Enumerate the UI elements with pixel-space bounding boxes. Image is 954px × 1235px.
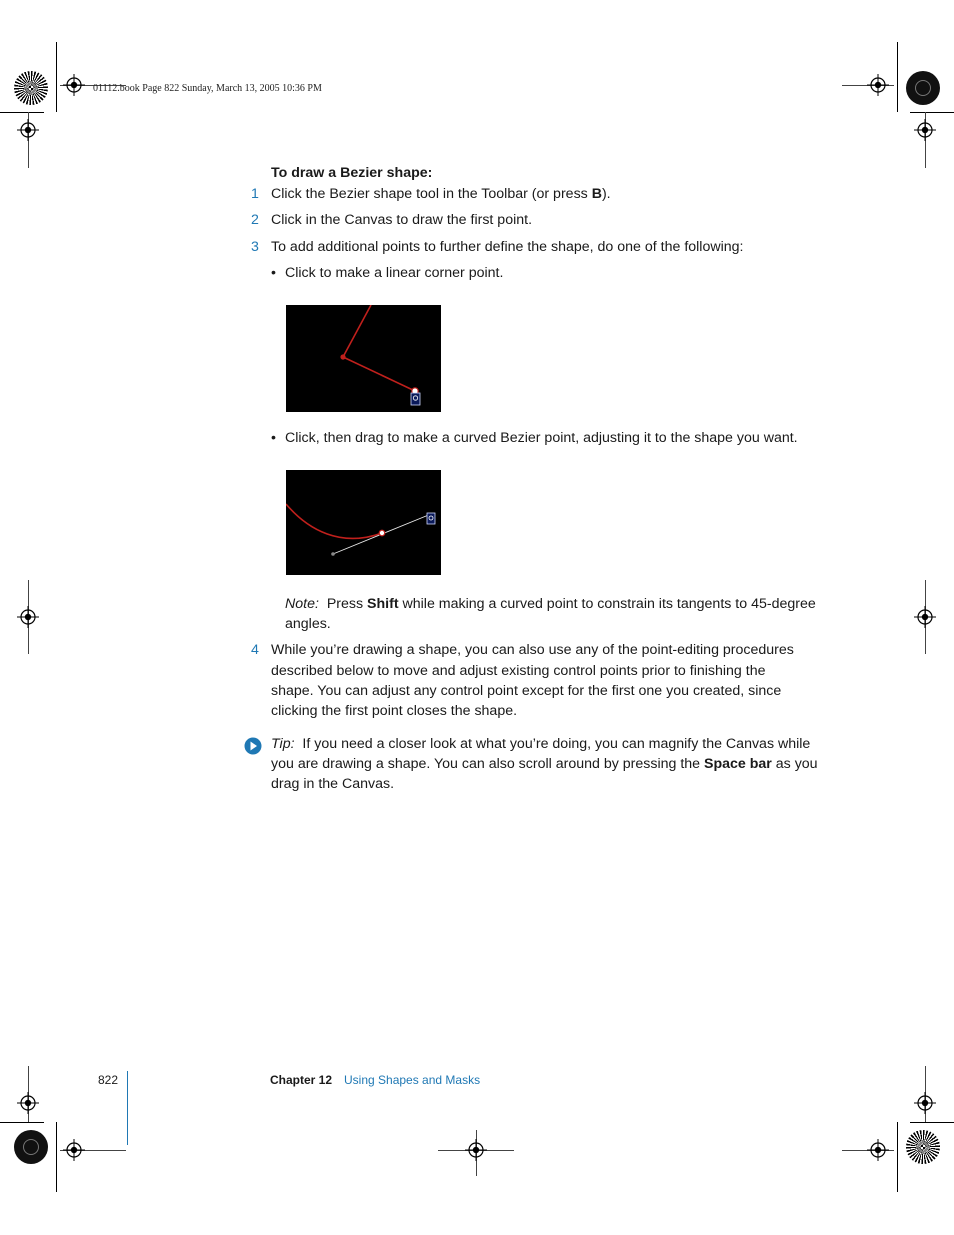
registration-mark-icon bbox=[17, 606, 39, 628]
step-text: To add additional points to further define the shape, do one of the following: bbox=[271, 239, 744, 255]
key-name: Space bar bbox=[704, 756, 772, 772]
starburst-target-icon bbox=[14, 1130, 48, 1164]
footer-chapter: Chapter 12 bbox=[270, 1073, 333, 1087]
starburst-target-icon bbox=[906, 71, 940, 105]
crop-line bbox=[0, 112, 44, 113]
step-text-line: shape. You can adjust any control point except for the first one you created, since bbox=[271, 683, 782, 699]
crop-line bbox=[897, 1122, 898, 1192]
crop-line bbox=[0, 1122, 44, 1123]
step-number: 4 bbox=[251, 642, 259, 658]
note-label: Note: bbox=[285, 596, 319, 612]
registration-mark-icon bbox=[63, 74, 85, 96]
pen-cursor-icon bbox=[411, 393, 420, 405]
registration-mark-icon bbox=[914, 606, 936, 628]
crop-line bbox=[897, 42, 898, 112]
tip-line-1: Tip: If you need a closer look at what you’re doing, you can magnify the Canvas while bbox=[271, 736, 811, 752]
registration-mark-icon bbox=[914, 1092, 936, 1114]
tip-line-3: drag in the Canvas. bbox=[271, 776, 395, 792]
step-number: 1 bbox=[251, 186, 259, 202]
step-number: 2 bbox=[251, 212, 259, 228]
step-text: Click the Bezier shape tool in the Toolbar (or press B). bbox=[271, 186, 611, 202]
crop-line bbox=[56, 1122, 57, 1192]
step-number: 3 bbox=[251, 239, 259, 255]
step-text-line: described below to move and adjust existing control points prior to finishing the bbox=[271, 663, 766, 679]
page-number: 822 bbox=[98, 1073, 119, 1087]
footer-chapter-title: Using Shapes and Masks bbox=[344, 1073, 481, 1087]
bullet-text: Click to make a linear corner point. bbox=[285, 265, 504, 281]
registration-mark-icon bbox=[17, 119, 39, 141]
note-line-2: angles. bbox=[285, 616, 331, 632]
starburst-target-icon bbox=[14, 71, 48, 105]
slug-line: 01112.book Page 822 Sunday, March 13, 2005 10:36 PM bbox=[93, 83, 322, 94]
tip-label: Tip: bbox=[271, 736, 295, 752]
bullet-mark: • bbox=[271, 430, 276, 446]
step-text-line: While you’re drawing a shape, you can also use any of the point-editing procedures bbox=[271, 642, 794, 658]
crop-line bbox=[910, 1122, 954, 1123]
note-line-1: Note: Press Shift while making a curved point to constrain its tangents to 45-degree bbox=[285, 596, 816, 612]
bullet-text: Click, then drag to make a curved Bezier point, adjusting it to the shape you want. bbox=[285, 430, 798, 446]
footer-rule bbox=[127, 1071, 128, 1145]
procedure-heading: To draw a Bezier shape: bbox=[271, 165, 433, 181]
registration-mark-icon bbox=[867, 1139, 889, 1161]
crop-line bbox=[910, 112, 954, 113]
registration-mark-icon bbox=[465, 1139, 487, 1161]
key-name: Shift bbox=[367, 596, 399, 612]
registration-mark-icon bbox=[914, 119, 936, 141]
canvas-screenshot-linear-point bbox=[286, 305, 441, 412]
pen-cursor-icon bbox=[427, 513, 435, 524]
key-name: B bbox=[591, 186, 602, 202]
registration-mark-icon bbox=[17, 1092, 39, 1114]
bullet-mark: • bbox=[271, 265, 276, 281]
crop-line bbox=[56, 42, 57, 112]
registration-mark-icon bbox=[867, 74, 889, 96]
registration-mark-icon bbox=[63, 1139, 85, 1161]
canvas-screenshot-curved-point bbox=[286, 470, 441, 575]
step-text: Click in the Canvas to draw the first point. bbox=[271, 212, 533, 228]
tip-arrow-icon bbox=[244, 737, 262, 755]
starburst-target-icon bbox=[906, 1130, 940, 1164]
tip-line-2: you are drawing a shape. You can also scroll around by pressing the Space bar as you bbox=[271, 756, 818, 772]
step-text-line: clicking the first point closes the shape. bbox=[271, 703, 518, 719]
